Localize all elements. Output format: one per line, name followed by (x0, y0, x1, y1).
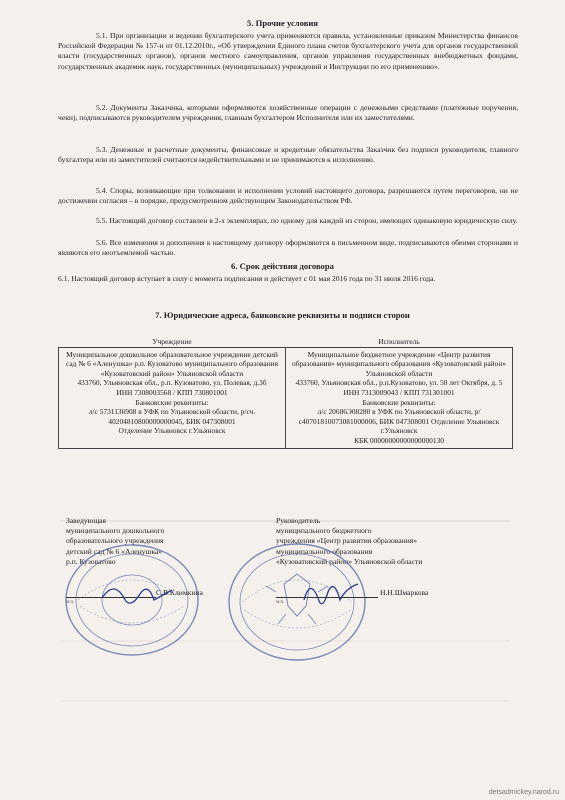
right-signatory-title: Руководитель (276, 516, 321, 525)
executor-address: 433760, Ульяновская обл., р.п.Кузоватово, ул. 50 лет Октября, д. 5 (295, 378, 503, 388)
institution-bank-heading: Банковские реквизиты: (135, 397, 209, 407)
requisites-header-row (59, 337, 513, 347)
clause-6-1: 6.1. Настоящий договор вступает в силу с момента подписания и действует с 01 мая 2016 года по 31 июля 2016 года. (58, 274, 436, 283)
footer-watermark-url: detsadmickey.narod.ru (488, 789, 559, 796)
clause-5-1 (58, 31, 518, 72)
left-signatory-line: муниципального дошкольного (66, 526, 165, 536)
section-6-title: 6. Срок действия договора (231, 261, 334, 271)
left-signatory-line: образовательного учреждения (66, 536, 164, 546)
executor-requisites (286, 347, 513, 448)
right-signatory-line: муниципального бюджетного (276, 526, 372, 536)
right-stamp-place: м.п. (276, 600, 285, 605)
left-signatory-title: Заведующая (66, 516, 107, 525)
section-7-title: 7. Юридические адреса, банковские реквизиты и подписи сторон (155, 310, 410, 320)
clause-5-3 (58, 145, 518, 165)
institution-inn-kpp: ИНН 7308003568 / КПП 730801001 (116, 387, 228, 397)
section-5-title: 5. Прочие условия (247, 18, 318, 28)
column-header-executor: Исполнитель (286, 337, 513, 347)
clause-5-2-text: 5.2. Документы Заказчика, которыми оформляются хозяйственные операции с денежными средствами (платежные поручения, чеки), подписываются руководителем учреждения, главным бухгалтером Исполнителя или их заместителями. (58, 103, 518, 123)
executor-inn-kpp: ИНН 7313009043 / КПП 731301001 (343, 387, 455, 397)
clause-5-4 (58, 186, 518, 206)
clause-5-1-text: 5.1. При организации и ведении бухгалтерского учета применяются правила, установленные приказом Министерства финансов Российской Федерации № 157-н от 01.12.2010г., «Об утверждении Единого плана счетов бухгалтерского учета для органов государственной власти (государственных органов), органов местного самоуправления, органов управления государственных внебюджетных фондами, государственных академик наук, государственных (муниципальных) учреждений и Инструкции по его применению». (58, 31, 518, 71)
right-signatory-line: учреждения «Центр развития образования» (276, 536, 418, 546)
left-signatory-name: С.В.Климкина (156, 588, 203, 597)
institution-name: Муниципальное дошкольное образовательное учреждение детский сад № 6 «Аленушка» р.п. Кузоватово муниципального образования «Кузоватовский район» Ульяновской области (65, 349, 279, 378)
executor-kbk: КБК 00000000000000000130 (354, 435, 444, 445)
clause-5-2 (58, 103, 518, 123)
right-round-stamp (226, 540, 368, 664)
clause-5-6-text: 5.6. Все изменения и дополнения к настоящему договору оформляются в письменном виде, подписываются обеими сторонами и являются его неотъемлемой частью. (58, 238, 518, 258)
institution-requisites (59, 347, 286, 448)
requisites-row (59, 347, 513, 448)
clause-5-6 (58, 238, 518, 258)
clause-5-4-text: 5.4. Споры, возникающие при толковании и исполнении условий настоящего договора, разрешаются путем переговоров, ни не достижении согласия – в порядке, предусмотренном действующим Законодательством РФ. (58, 186, 518, 206)
column-header-institution: Учреждение (59, 337, 286, 347)
right-signatory-line: «Кузоватовский район» Ульяновской области (276, 556, 423, 566)
clause-5-3-text: 5.3. Денежные и расчетные документы, финансовые и кредитные обязательства Заказчик без подписи руководителя, главного бухгалтера или из заместителей считаются недействительными и не принимаются к исполнению. (58, 145, 518, 165)
bleed-through-line (60, 700, 510, 702)
clause-5-5 (58, 216, 518, 226)
left-signatory-line: р.п. Кузоватово (66, 556, 116, 566)
institution-address: 433760, Ульяновская обл., р.п. Кузоватово, ул. Полевая, д.3б (77, 378, 267, 388)
left-stamp-place: м.п. (66, 600, 75, 605)
right-signatory-name: Н.Н.Шмаркова (380, 588, 429, 597)
institution-bank-branch: Отделение Ульяновск г.Ульяновск (118, 426, 226, 436)
institution-bank-account: л/с 5731136908 в УФК по Ульяновской области, р/сч. 40204810800000000045, БИК 047308001 (88, 407, 256, 426)
requisites-table (58, 337, 513, 449)
clause-5-5-text: 5.5. Настоящий договор составлен в 2-х экземплярах, по одному для каждой из сторон, имеющих одинаковую юридическую силу. (96, 216, 518, 225)
executor-name: Муниципальное бюджетное учреждение «Центр развития образования» муниципального образования «Кузоватовский район» Ульяновской области (292, 349, 506, 378)
left-round-stamp (62, 540, 202, 660)
right-signatory-line: муниципального образования (276, 546, 373, 556)
executor-bank-heading: Банковские реквизиты: (362, 397, 436, 407)
left-signatory-line: детский сад № 6 «Аленушка» (66, 546, 163, 556)
executor-bank-account: л/с 20686Э08280 в УФК по Ульяновской области, р/с40701810073081000006, БИК 047308001 Отделение Ульяновск г.Ульяновск (298, 407, 500, 436)
